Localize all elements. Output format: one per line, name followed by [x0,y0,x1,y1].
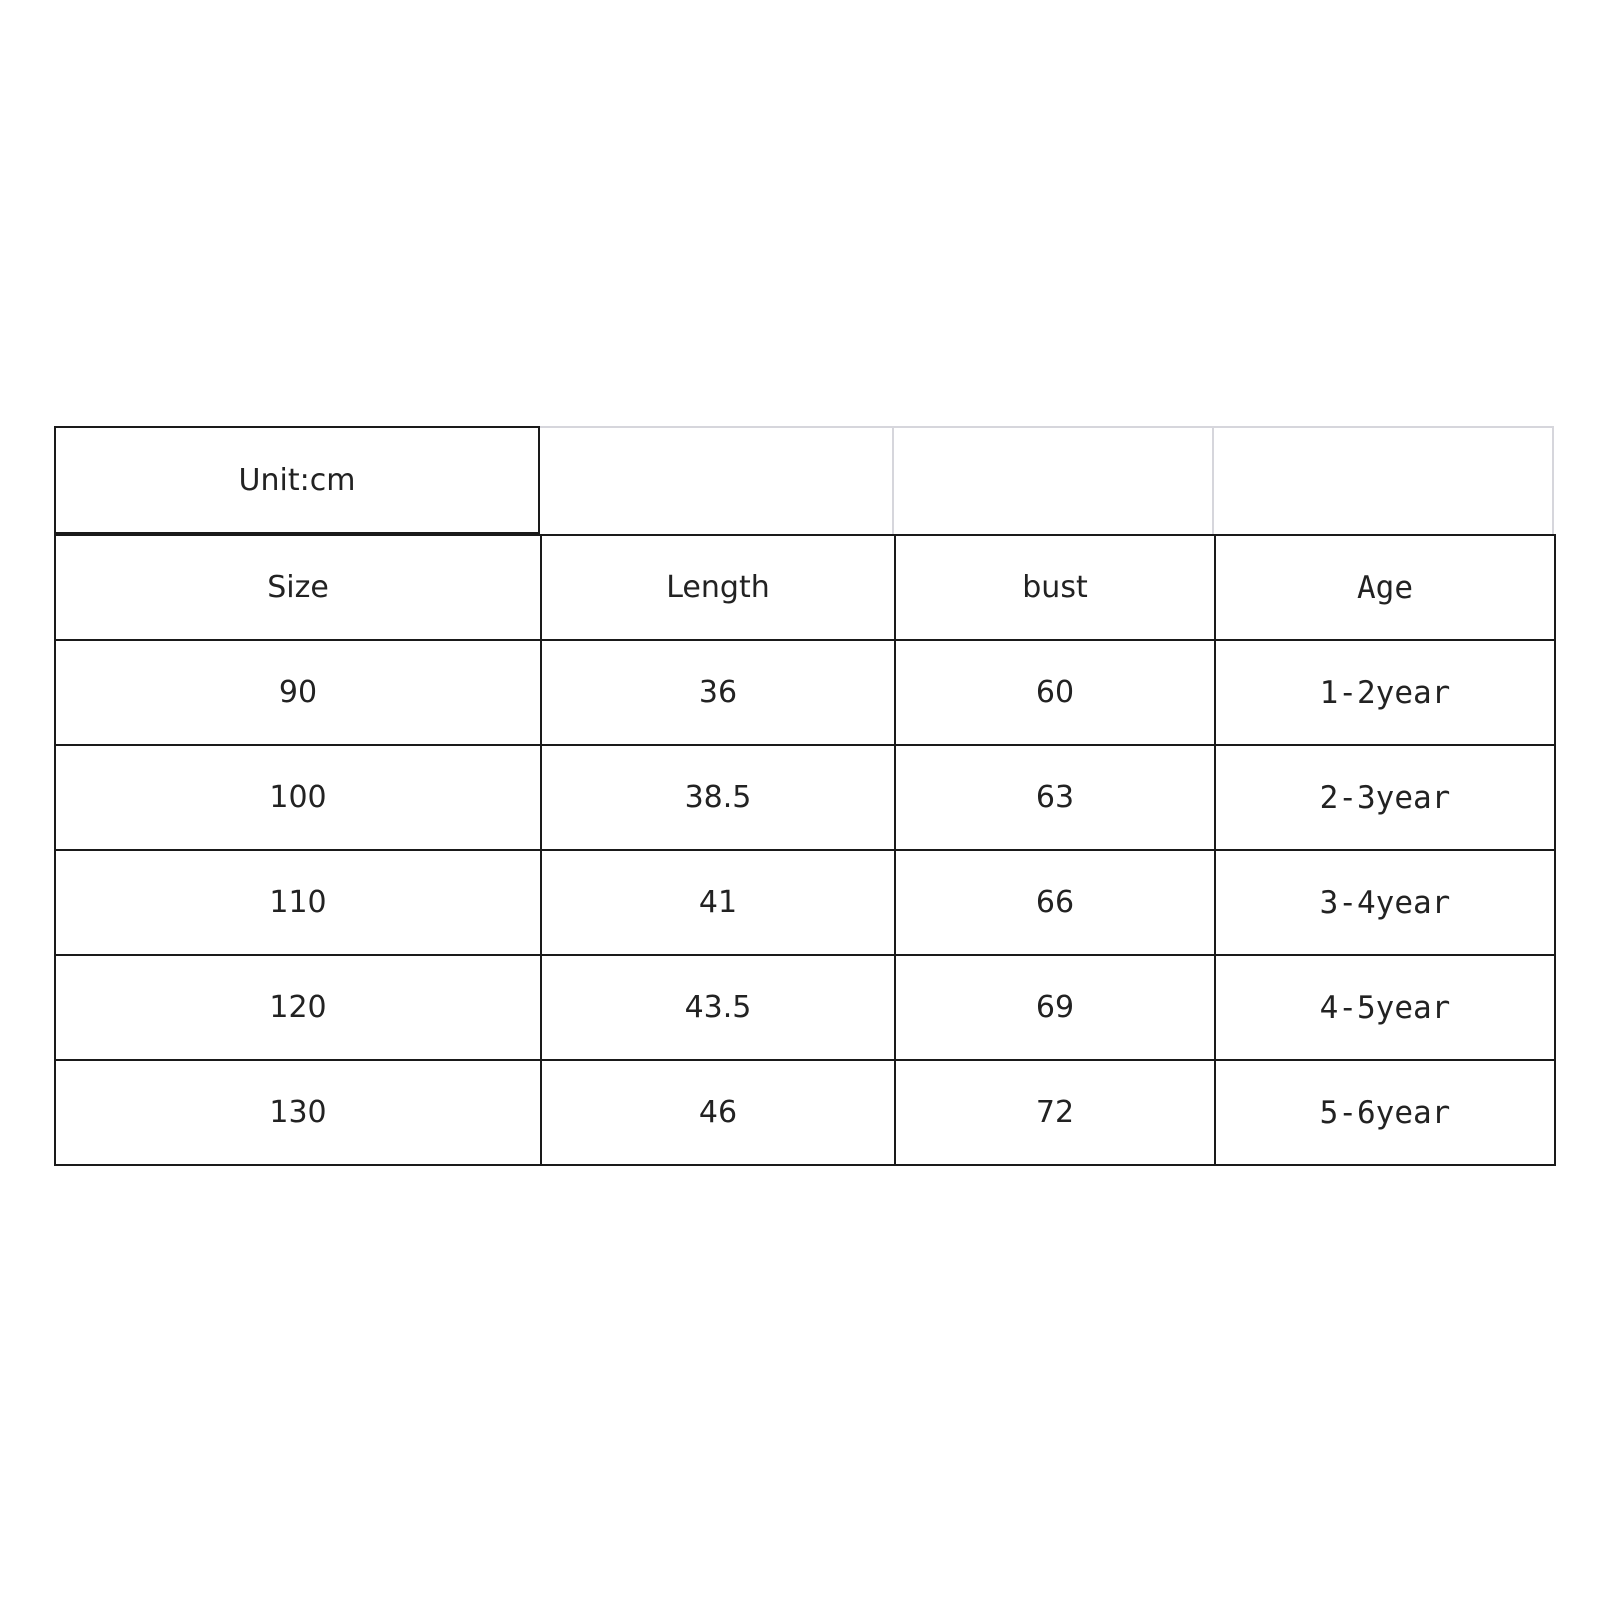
size-cell: 130 [55,1060,541,1165]
bust-cell: 69 [895,955,1215,1060]
size-cell: 100 [55,745,541,850]
empty-cell [540,426,894,534]
table-row [55,745,1555,850]
header-length: Length [541,535,895,640]
bust-cell: 60 [895,640,1215,745]
length-cell: 38.5 [541,745,895,850]
age-cell: 5-6year [1215,1060,1555,1165]
unit-row [54,426,1554,534]
size-cell: 120 [55,955,541,1060]
size-cell: 110 [55,850,541,955]
age-cell: 3-4year [1215,850,1555,955]
size-chart [54,426,1554,1166]
size-table [54,534,1556,1166]
age-cell: 2-3year [1215,745,1555,850]
header-bust: bust [895,535,1215,640]
age-cell: 1-2year [1215,640,1555,745]
length-cell: 41 [541,850,895,955]
table-row [55,1060,1555,1165]
header-size: Size [55,535,541,640]
length-cell: 36 [541,640,895,745]
unit-label: Unit:cm [54,426,540,534]
table-row [55,850,1555,955]
header-row [55,535,1555,640]
table-row [55,955,1555,1060]
header-age: Age [1215,535,1555,640]
table-row [55,640,1555,745]
bust-cell: 66 [895,850,1215,955]
length-cell: 46 [541,1060,895,1165]
size-cell: 90 [55,640,541,745]
empty-cell [1214,426,1554,534]
empty-cell [894,426,1214,534]
bust-cell: 72 [895,1060,1215,1165]
age-cell: 4-5year [1215,955,1555,1060]
length-cell: 43.5 [541,955,895,1060]
bust-cell: 63 [895,745,1215,850]
